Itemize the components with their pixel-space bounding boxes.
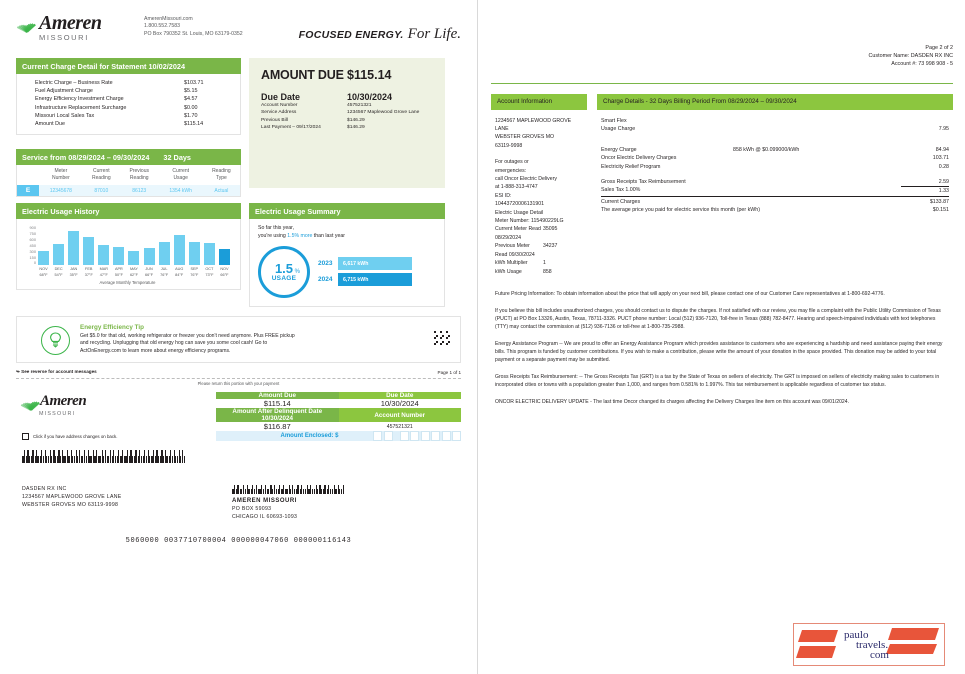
amount-due-lines <box>261 102 433 132</box>
brand-name: Ameren <box>39 12 102 34</box>
meter-value: 34237 <box>543 243 558 250</box>
brand-sub: MISSOURI <box>39 411 76 418</box>
customer-name: DASDEN RX INC <box>22 486 67 493</box>
usage-history-panel <box>16 219 241 290</box>
amount-enclosed-label: Amount Enclosed: $ <box>216 431 339 441</box>
address-change-checkbox[interactable] <box>22 433 29 440</box>
address-change-label: Click if you have address changes on back. <box>33 434 118 440</box>
ameren-logo <box>16 12 126 42</box>
donut-label: USAGE <box>271 274 297 282</box>
amount-due-line <box>261 124 433 131</box>
charge-amount: $4.57 <box>184 96 198 103</box>
charge-label: Infrastructure Replacement Surcharge <box>35 104 127 111</box>
delivery-charge-label: Oncor Electric Delivery Charges <box>601 155 677 162</box>
customer-citystate: WEBSTER GROVES MO 63119-9998 <box>22 502 119 509</box>
y-tick-label: 450 <box>29 242 36 248</box>
meter-table-head <box>17 165 240 185</box>
charge-label: Electric Charge – Business Rate <box>35 80 113 86</box>
usage-history-header: Electric Usage History <box>16 203 241 219</box>
chart-bar <box>174 235 185 266</box>
charge-label: Fuel Adjustment Charge <box>35 88 93 95</box>
chart-bar <box>83 237 94 265</box>
legal-paragraph: Future Pricing Information: To obtain information about the price that will apply on your next bill, please contact one of our Customer Care representatives at 1-800-692-4776. <box>495 290 885 297</box>
svg-text:com: com <box>870 649 889 661</box>
address-line: 1234567 MAPLEWOOD GROVE LANE <box>495 117 572 133</box>
chart-bar <box>159 242 170 266</box>
line-value: $146.29 <box>347 117 365 123</box>
legal-paragraph: Energy Assistance Program -- We are proud to offer an Energy Assistance Program which provides assistance to customers who are experiencing a hardship and need assistance paying their energy bills. This program is funded by customer contributions. If you wish to make a contribution, please write the amount of your donation in the space provided. This donation may be added to your total payment or a separate payment may be submitted. <box>495 340 943 363</box>
service-period-range: Service from 08/29/2024 – 09/30/2024 <box>22 152 150 162</box>
charge-amount: $103.71 <box>184 80 204 86</box>
energy-tip-card <box>16 316 461 364</box>
chart-bar <box>128 251 139 266</box>
page2-header <box>491 44 953 69</box>
table-row <box>17 185 240 196</box>
charge-amount: $5.15 <box>184 88 198 95</box>
amount-due-title: AMOUNT DUE <box>261 68 344 82</box>
service-period-header <box>16 149 241 165</box>
meter-value: 1 <box>543 260 546 267</box>
charge-details-body <box>597 110 953 215</box>
bill-page-1 <box>0 0 478 674</box>
relief-program-label: Electricity Relief Program <box>601 163 661 170</box>
chart-bar <box>53 244 64 266</box>
stub-due-date-header: Due Date <box>339 392 462 399</box>
due-date-value: 10/30/2024 <box>347 92 393 102</box>
x-tick-label: MAR 47°F <box>99 267 109 277</box>
address-line: 63119-9998 <box>495 142 523 149</box>
x-tick-label: NOV 66°F <box>220 267 229 277</box>
sales-tax-label: Sales Tax 1.00% <box>601 187 641 194</box>
amount-due-line <box>261 117 433 124</box>
info-line: ESI ID: <box>495 192 512 199</box>
charge-detail-rows <box>17 74 240 134</box>
table-cell: Actual <box>214 187 229 194</box>
paulo-travels-watermark <box>793 623 945 666</box>
bill-page-2 <box>479 0 965 674</box>
usage-summary-pre: you're using <box>258 233 288 239</box>
usage-charge-value: 7.95 <box>938 126 949 133</box>
charge-detail-panel <box>16 74 241 135</box>
line-value: 457521321 <box>347 103 372 108</box>
amount-due-value: $115.14 <box>347 68 392 82</box>
meter-label: kWh Multiplier <box>495 260 528 267</box>
charge-detail-row <box>35 120 230 128</box>
reverse-note: ↬ See reverse for account messages <box>16 369 97 375</box>
return-portion-note: Please return this portion with your payment <box>197 381 280 387</box>
energy-charge-value: 84.94 <box>935 146 949 153</box>
x-tick-label: DEC 54°F <box>54 267 63 277</box>
usage-donut <box>258 246 310 298</box>
y-tick-label: 900 <box>29 225 36 231</box>
company-address: PO Box 790352 St. Louis, MO 63179-0352 <box>144 30 243 37</box>
info-line: Meter Number: 115490229LG <box>495 218 564 225</box>
chart-bar <box>98 245 109 265</box>
info-line: For outages or <box>495 159 529 166</box>
column-header: Previous Reading <box>129 168 149 181</box>
sales-tax-value: 1.33 <box>901 186 949 196</box>
page2-account-no: Account #: 73 998 908 - 5 <box>891 61 953 68</box>
chart-bars <box>36 225 232 265</box>
amount-due-box <box>249 58 445 188</box>
meter-type-tag: E <box>17 185 39 196</box>
brand-sub: MISSOURI <box>39 33 89 42</box>
stub-barcode <box>22 450 216 463</box>
x-tick-label: NOV 68°F <box>39 267 48 277</box>
y-tick-label: 750 <box>29 231 36 237</box>
x-tick-label: AUG 84°F <box>175 267 184 277</box>
address-change-checkbox-row[interactable] <box>22 433 216 440</box>
column-header: Meter Number <box>51 168 70 181</box>
column-header: Current Reading <box>91 168 111 181</box>
compare-value: 6,617 kWh <box>338 257 412 270</box>
usage-summary-line1: So far this year, <box>258 225 295 232</box>
usage-summary-highlight: 1.5% more <box>287 233 313 239</box>
x-tick-label: SEP 76°F <box>190 267 199 277</box>
charge-detail-header: Current Charge Detail for Statement 10/02/2024 <box>16 58 241 74</box>
y-tick-label: 150 <box>29 254 36 260</box>
avg-price-value: $0.151 <box>932 207 949 214</box>
customer-street: 1234567 MAPLEWOOD GROVE LANE <box>22 494 122 501</box>
page2-customer-name: Customer Name: DASDEN RX INC <box>868 53 953 60</box>
company-phone: 1.800.552.7583 <box>144 23 181 30</box>
usage-summary-header: Electric Usage Summary <box>249 203 445 219</box>
table-cell: 1354 kWh <box>169 187 192 194</box>
qr-code-icon <box>434 331 450 347</box>
energy-charge-label: Energy Charge <box>601 146 637 153</box>
line-value: $146.29 <box>347 125 365 131</box>
info-line: call Oncor Electric Delivery <box>495 176 557 183</box>
meter-detail-row <box>495 268 583 276</box>
legal-paragraph: If you believe this bill includes unauthorized charges, you should contact us to dispute the charges. If not satisfied with our review, you may file a complaint with the Public Utility Commission of Texas (PUCT) at PO Box 13326, Austin, Texas, 78711-3326. PUCT phone number: Local (512) 936-7120, Toll-free in Texas (888) 782-8477. Hearing and speech-impaired individuals with text telephones (TTY) may contact the commission at (512) 936-7136 or toll-free at 1-800-735-2988. <box>495 307 941 330</box>
account-information-header: Account Information <box>491 94 587 110</box>
meter-table-panel <box>16 165 241 197</box>
energy-tip-body: Get $5.0 for that old, working refrigerator or freezer you don't need anymore. Plus FREE pickup and recycling. Unplugging that old energy hog can save you some cool cash! Go to ActOnEnergy.com to learn more about energy efficiency programs. <box>80 332 295 354</box>
line-value: 1234567 Maplewood Grove Lane <box>347 110 420 116</box>
compare-year: 2023 <box>318 260 333 268</box>
lightbulb-icon <box>41 326 70 355</box>
energy-tip-heading: Energy Efficiency Tip <box>80 323 144 331</box>
y-tick-label: 600 <box>29 237 36 243</box>
company-contact <box>144 12 243 38</box>
header-divider <box>491 83 953 84</box>
page2-service-address <box>495 117 583 151</box>
delivery-charge-value: 103.71 <box>932 155 949 162</box>
x-tick-label: JUL 76°F <box>160 267 169 277</box>
charge-detail-row <box>35 79 230 87</box>
stub-amount-due-header: Amount Due <box>216 392 339 399</box>
due-date-label: Due Date <box>261 92 301 102</box>
legal-disclosures <box>491 290 953 406</box>
charge-amount: $1.70 <box>184 112 198 119</box>
column-header: Reading Type <box>212 168 231 181</box>
table-cell: 86123 <box>132 187 147 194</box>
meter-detail-row <box>495 259 583 267</box>
charge-label: Amount Due <box>35 121 65 128</box>
info-line: emergencies: <box>495 167 527 174</box>
current-charges-value: $133.87 <box>929 198 949 205</box>
legal-paragraph: Gross Receipts Tax Reimbursement: -- The Gross Receipts Tax (GRT) is a tax by the State of Texas on sellers of electricity. The GRT is imposed on sellers of electricity making sales to customers in incorporated cities or towns with a population greater than 1,000, and ranges from 0.581% to 1.997%. This tax reimbursement is applicable regardless of customer tax status. <box>495 373 940 388</box>
chart-bar <box>68 231 79 265</box>
sunburst-icon <box>22 395 39 410</box>
page2-page-label: Page 2 of 2 <box>925 45 953 51</box>
charge-label: Missouri Local Sales Tax <box>35 112 95 119</box>
usage-summary-post: than last year <box>312 233 345 239</box>
amount-enclosed-input[interactable] <box>339 431 462 441</box>
meter-reading-table <box>17 165 240 196</box>
meter-detail-row <box>495 225 583 242</box>
line-label: Service Address <box>261 110 297 116</box>
charge-detail-row <box>35 87 230 95</box>
stub-due-date-value: 10/30/2024 <box>380 399 419 409</box>
usage-history-chart <box>17 219 240 289</box>
x-tick-label: JUN 66°F <box>145 267 154 277</box>
stub-account-number-header: Account Number <box>339 408 462 422</box>
usage-compare-row <box>318 257 412 270</box>
x-tick-label: JAN 35°F <box>69 267 78 277</box>
meter-label: kWh Usage <box>495 268 522 275</box>
grt-value: 2.59 <box>938 178 949 185</box>
svg-text:paulo: paulo <box>844 629 869 641</box>
line-label: Previous Bill <box>261 117 288 123</box>
meter-detail-row <box>495 242 583 259</box>
line-label: Account Number <box>261 103 298 108</box>
chart-bar <box>113 247 124 266</box>
micr-line: 5060000 0037710700004 000000047060 000000116143 <box>125 537 352 546</box>
smart-flex-label: Smart Flex <box>601 117 627 124</box>
meter-detail-rows <box>495 225 583 275</box>
compare-value: 6,715 kWh <box>338 273 412 286</box>
brand-tagline <box>299 12 461 43</box>
meter-col-blank <box>17 165 39 185</box>
compare-year: 2024 <box>318 276 333 284</box>
usage-charge-label: Usage Charge <box>601 126 636 133</box>
stub-ameren-logo <box>22 392 132 417</box>
info-line: Electric Usage Detail <box>495 209 544 216</box>
chart-bar <box>219 249 230 265</box>
donut-value: 1.5 <box>274 260 294 276</box>
x-tick-label: OCT 73°F <box>205 267 214 277</box>
usage-summary-line2 <box>258 233 436 241</box>
charge-detail-row <box>35 104 230 112</box>
stub-delinquent-value: $116.87 <box>263 422 291 432</box>
chart-bar <box>204 243 215 266</box>
y-tick-label: 0 <box>33 260 36 266</box>
chart-y-axis <box>23 225 36 265</box>
stub-delinquent-header: Amount After Delinquent Date 10/30/2024 <box>216 408 339 422</box>
charge-amount: $115.14 <box>184 121 204 128</box>
chart-bar <box>38 251 49 266</box>
meter-label: Previous Meter Read 09/30/2024 <box>495 243 535 258</box>
charge-detail-row <box>35 95 230 103</box>
usage-compare-row <box>318 273 412 286</box>
table-cell: 87010 <box>94 187 109 194</box>
tagline-bold: FOCUSED ENERGY. <box>298 29 404 41</box>
info-line: at 1-888-313-4747 <box>495 184 538 191</box>
usage-compare-bars <box>318 254 412 289</box>
charge-amount: $0.00 <box>184 104 198 111</box>
x-tick-label: FEB 37°F <box>84 267 93 277</box>
remit-name: AMEREN MISSOURI <box>232 498 297 505</box>
charge-label: Energy Efficiency Investment Charge <box>35 96 124 103</box>
y-tick-label: 300 <box>29 248 36 254</box>
current-charges-label: Current Charges <box>601 198 641 205</box>
stub-account-number-value: 457521321 <box>386 423 413 430</box>
service-period-days: 32 Days <box>163 152 191 162</box>
charge-details-header: Charge Details - 32 Days Billing Period From 08/29/2024 – 09/30/2024 <box>597 94 953 110</box>
chart-bar <box>144 248 155 265</box>
company-website: AmerenMissouri.com <box>144 16 193 22</box>
avg-price-label: The average price you paid for electric service this month (per kWh) <box>601 207 760 214</box>
meter-value: 35095 <box>543 226 558 233</box>
svg-text:travels.: travels. <box>856 639 889 651</box>
account-information-body <box>491 110 587 276</box>
remit-citystate: CHICAGO IL 60693-1093 <box>232 514 298 521</box>
donut-percent: % <box>294 268 300 275</box>
x-tick-label: APR 50°F <box>114 267 123 277</box>
customer-address <box>22 485 232 521</box>
grt-label: Gross Receipts Tax Reimbursement <box>601 178 686 185</box>
charge-detail-row <box>35 112 230 120</box>
chart-x-axis <box>23 265 232 278</box>
postnet-barcode <box>232 485 344 494</box>
relief-program-value: 0.28 <box>938 163 949 170</box>
amount-due-line <box>261 102 433 109</box>
column-header: Current Usage <box>172 168 190 181</box>
stub-table <box>216 392 461 441</box>
x-tick-label: MAY 62°F <box>129 267 138 277</box>
payment-stub <box>16 392 461 463</box>
chart-bar <box>189 242 200 265</box>
stub-amount-due-value: $115.14 <box>263 399 291 409</box>
amount-due-line <box>261 109 433 116</box>
remit-address <box>232 485 344 521</box>
meter-label: Current Meter Read 08/29/2024 <box>495 226 541 241</box>
info-line: 10443720006131901 <box>495 201 545 208</box>
tear-line <box>16 378 461 379</box>
usage-summary-panel <box>249 219 445 306</box>
table-cell: 12345678 <box>49 187 72 194</box>
remit-pobox: PO BOX 59093 <box>232 506 272 513</box>
outage-contact-block <box>495 158 583 225</box>
page-number: Page 1 of 1 <box>437 369 461 375</box>
tagline-script: For Life. <box>407 26 461 42</box>
address-line: WEBSTER GROVES MO <box>495 134 555 141</box>
line-label: Last Payment – 09/17/2024 <box>261 125 321 131</box>
sunburst-icon <box>16 12 38 32</box>
chart-x-caption: Average Monthly Temperature <box>99 280 156 286</box>
page1-header <box>16 12 461 54</box>
legal-paragraph: ONCOR ELECTRIC DELIVERY UPDATE - The last time Oncor changed its charges affecting the Delivery Charges line item on this account was 09/01/2024. <box>495 398 849 405</box>
energy-charge-rate: 858 kWh @ $0.099000/kWh <box>733 146 800 153</box>
brand-name: Ameren <box>40 393 87 410</box>
meter-value: 858 <box>543 268 552 275</box>
